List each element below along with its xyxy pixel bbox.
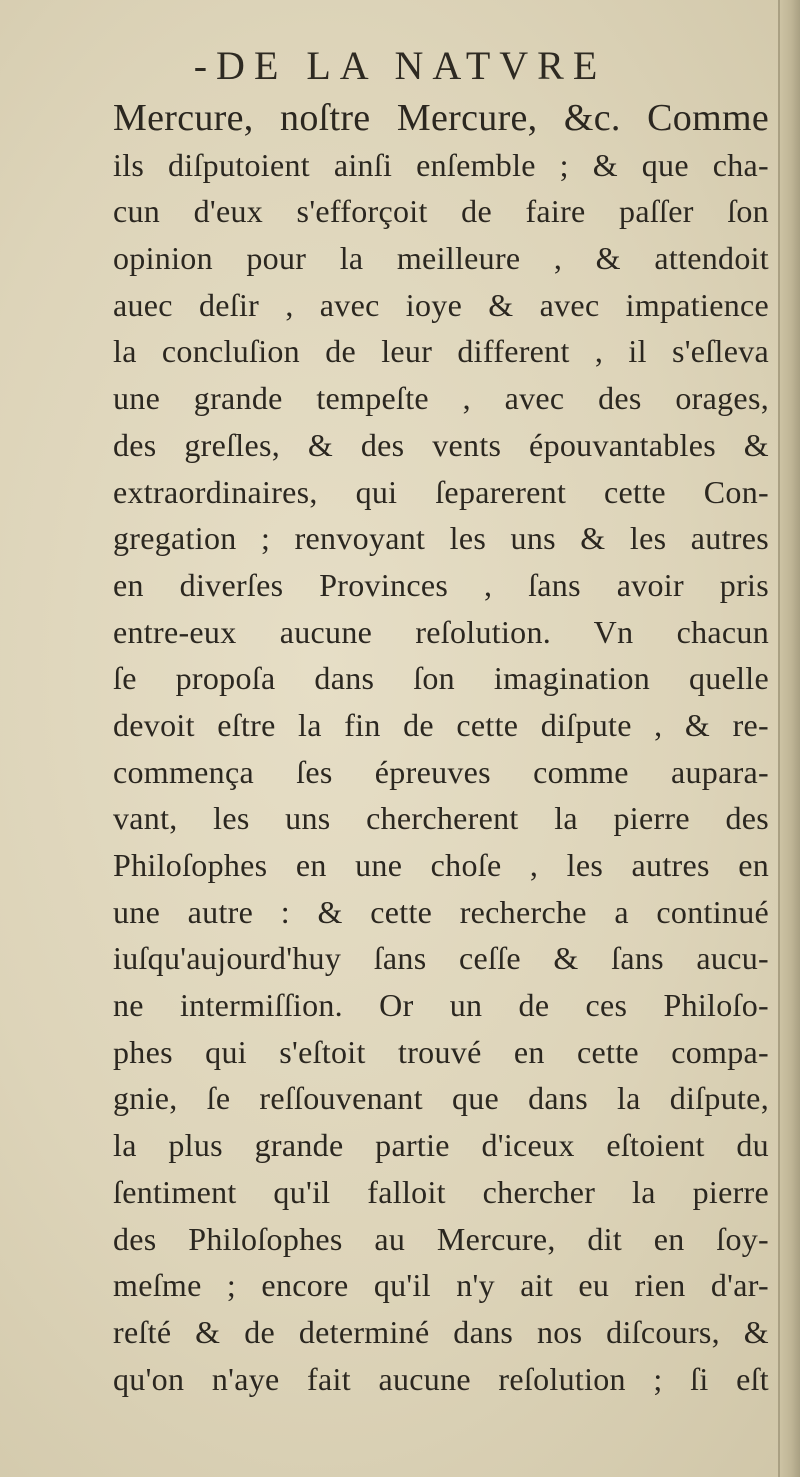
text-line: ſe propoſa dans ſon imagination quelle bbox=[113, 660, 769, 697]
text-line: une autre : & cette recherche a continué bbox=[113, 893, 769, 930]
text-line: des Philoſophes au Mercure, dit en ſoy- bbox=[113, 1220, 769, 1257]
text-line: cun d'eux s'efforçoit de faire paſſer ſon bbox=[113, 193, 769, 230]
text-line: ils diſputoient ainſi enſemble ; & que cha- bbox=[113, 146, 769, 183]
text-line: iuſqu'aujourd'huy ſans ceſſe & ſans aucu- bbox=[113, 940, 769, 977]
body-text bbox=[113, 95, 769, 1402]
text-line: vant, les uns chercherent la pierre des bbox=[113, 800, 769, 837]
text-line: extraordinaires, qui ſeparerent cette Con- bbox=[113, 473, 769, 510]
text-line: ſentiment qu'il falloit chercher la pierre bbox=[113, 1173, 769, 1210]
text-line: devoit eſtre la fin de cette diſpute , & re- bbox=[113, 706, 769, 743]
running-header: -DE LA NATVRE bbox=[193, 43, 607, 88]
text-line: opinion pour la meilleure , & attendoit bbox=[113, 240, 769, 277]
page-edge-line bbox=[778, 0, 780, 1477]
text-line: ne intermiſſion. Or un de ces Philoſo- bbox=[113, 987, 769, 1024]
text-line: commença ſes épreuves comme aupara- bbox=[113, 753, 769, 790]
text-line: gregation ; renvoyant les uns & les autres bbox=[113, 520, 769, 557]
text-line: Mercure, noſtre Mercure, &c. Comme bbox=[113, 97, 769, 139]
text-line: entre-eux aucune reſolution. Vn chacun bbox=[113, 613, 769, 650]
text-line: en diverſes Provinces , ſans avoir pris bbox=[113, 566, 769, 603]
text-line: la concluſion de leur different , il s'eſleva bbox=[113, 333, 769, 370]
page-edge bbox=[778, 0, 800, 1477]
text-line: qu'on n'aye fait aucune reſolution ; ſi eſt bbox=[113, 1360, 769, 1397]
text-line: meſme ; encore qu'il n'y ait eu rien d'ar- bbox=[113, 1267, 769, 1304]
text-line: reſté & de determiné dans nos diſcours, & bbox=[113, 1313, 769, 1350]
text-line: des greſles, & des vents épouvantables & bbox=[113, 426, 769, 463]
text-line: auec deſir , avec ioye & avec impatience bbox=[113, 286, 769, 323]
text-line: gnie, ſe reſſouvenant que dans la diſpute, bbox=[113, 1080, 769, 1117]
text-line: phes qui s'eſtoit trouvé en cette compa- bbox=[113, 1033, 769, 1070]
text-line: Philoſophes en une choſe , les autres en bbox=[113, 847, 769, 883]
text-line: la plus grande partie d'iceux eſtoient du bbox=[113, 1127, 769, 1164]
text-line: une grande tempeſte , avec des orages, bbox=[113, 380, 769, 417]
